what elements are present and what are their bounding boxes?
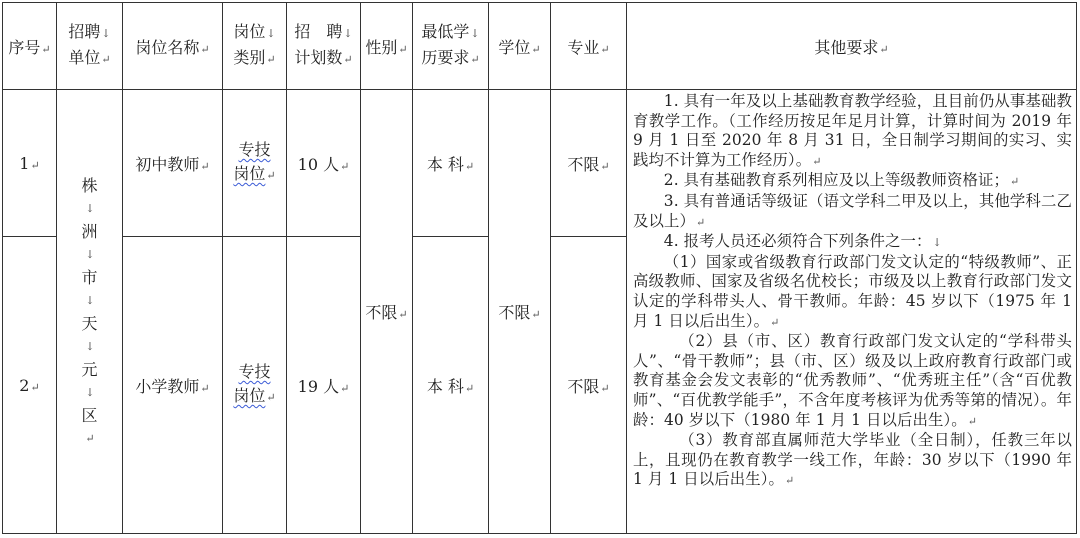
header-degree: 学位↵	[489, 3, 551, 90]
row-plan: 10 人↵	[287, 90, 361, 237]
recruiting-unit-vertical-text: 株 ↓ 洲 ↓ 市 ↓ 天 ↓ 元 ↓ 区 ↵	[81, 175, 98, 445]
other-requirements-cell	[627, 90, 1077, 534]
row-education: 本 科↵	[413, 237, 489, 534]
row-education: 本 科↵	[413, 90, 489, 237]
requirement-item: （1）国家或省级教育行政部门发文认定的“特级教师”、正高级教师、国家及省级名优校长；市级及以上教育行政部门发文认定的学科带头人、骨干教师。年龄：45 岁以下（1975 年 1 月 1 日以后出生）。↵	[633, 252, 1072, 330]
header-category: 岗位↓ 类别↵	[223, 3, 287, 90]
requirement-item: 1. 具有一年及以上基础教育教学经验，且目前仍从事基础教育教学工作。（工作经历按足年足月计算，计算时间为 2019 年 9 月 1 日至 2020 年 8 月 31 日，全日制学习期间的实习、实践均不计算为工作经历）。↵	[633, 92, 1072, 169]
requirement-item: （3）教育部直属师范大学毕业（全日制），任教三年以上，且现仍在教育教学一线工作，年龄：30 岁以下（1990 年 1 月 1 日以后出生）。↵	[633, 431, 1072, 489]
row-category: 专技 岗位↵	[223, 90, 287, 237]
row-major: 不限↵	[551, 90, 627, 237]
requirement-item: 2. 具有基础教育系列相应及以上等级教师资格证；↵	[663, 171, 1020, 190]
row-major: 不限↵	[551, 237, 627, 534]
header-position: 岗位名称↵	[123, 3, 223, 90]
degree-cell: 不限↵	[489, 90, 551, 534]
row-seq: 1↵	[3, 90, 57, 237]
header-gender: 性别↵	[361, 3, 413, 90]
row-category: 专技 岗位↵	[223, 237, 287, 534]
header-seq: 序号↵	[3, 3, 57, 90]
header-major: 专业↵	[551, 3, 627, 90]
header-unit: 招聘↓ 单位↵	[57, 3, 123, 90]
row-seq: 2↵	[3, 237, 57, 534]
requirement-item: 4. 报考人员还必须符合下列条件之一：↓	[663, 232, 942, 251]
requirement-item: 3. 具有普通话等级证（语文学科二甲及以上，其他学科二乙及以上）↵	[633, 191, 1072, 230]
recruitment-table	[2, 2, 1077, 534]
recruiting-unit-cell	[57, 90, 123, 534]
header-other: 其他要求↵	[627, 3, 1077, 90]
header-education: 最低学↓ 历要求↵	[413, 3, 489, 90]
row-position: 小学教师↵	[123, 237, 223, 534]
header-plan: 招 聘↓ 计划数↵	[287, 3, 361, 90]
gender-cell: 不限↵	[361, 90, 413, 534]
table-row	[3, 90, 1077, 237]
requirement-item: （2）县（市、区）教育行政部门发文认定的“学科带头人”、“骨干教师”；县（市、区）级及以上政府教育行政部门或教育基金会发文表彰的“优秀教师”、“优秀班主任”（含“百优教师”、“百优教学能手”，不含年度考核评为优秀等第的情况）。年龄：40 岁以下（1980 年 1 月 1 日以后出生）。↵	[633, 332, 1072, 429]
row-plan: 19 人↵	[287, 237, 361, 534]
header-row	[3, 3, 1077, 90]
row-position: 初中教师↵	[123, 90, 223, 237]
